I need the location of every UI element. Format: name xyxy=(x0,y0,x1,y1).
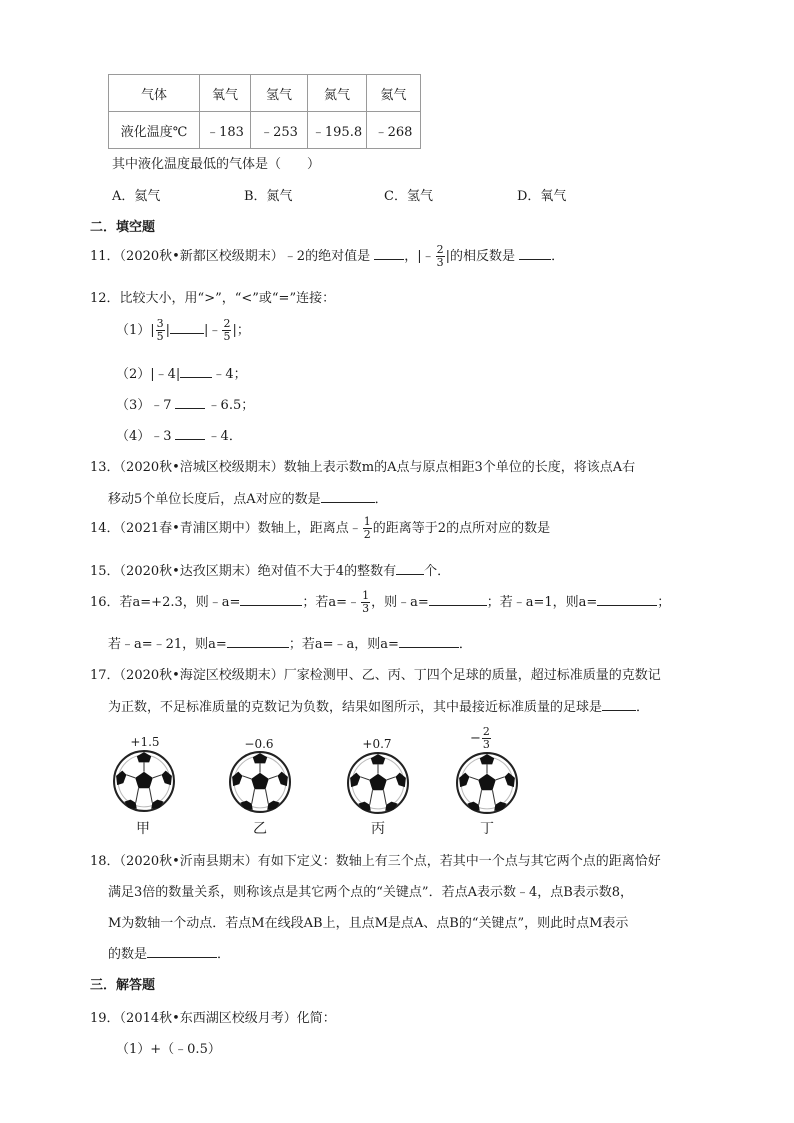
q12-part-2 xyxy=(116,363,247,382)
q12-p1-text: （1）| xyxy=(116,323,155,338)
ball-label-jia: +1.5 xyxy=(130,735,160,749)
q12-part-4 xyxy=(116,425,242,444)
q15-text: 个． xyxy=(424,564,451,579)
q12-p1-text: |； xyxy=(232,323,250,338)
ball-label-yi: −0.6 xyxy=(244,737,274,751)
q16-text: ； xyxy=(657,595,671,610)
table-cell: 氦气 xyxy=(367,75,421,112)
q13-text: 移动5个单位长度后，点A对应的数是 xyxy=(108,492,321,507)
q13-line-1: 13．（2020秋•涪城区校级期末）数轴上表示数m的A点与原点相距3个单位的长度，将该点A右 xyxy=(90,460,636,475)
fraction xyxy=(363,516,372,541)
answer-blank[interactable] xyxy=(175,427,205,440)
q17-text: ． xyxy=(636,700,650,715)
soccer-ball-icon xyxy=(229,751,291,813)
table-row xyxy=(109,75,421,112)
ball-name-yi: 乙 xyxy=(253,821,267,837)
q11-text-b: ，| xyxy=(404,249,422,264)
fraction-denominator: 3 xyxy=(362,602,370,615)
q11-text-c: |的相反数是 xyxy=(445,249,516,264)
answer-blank[interactable] xyxy=(597,593,657,606)
q11-text-d: ． xyxy=(551,249,565,264)
soccer-ball-icon xyxy=(456,752,518,814)
table-cell: 气体 xyxy=(109,75,200,112)
q12-p3-text: ﹣6.5； xyxy=(207,398,255,413)
question-14 xyxy=(90,516,550,542)
q16-text: ；若a=﹣ xyxy=(302,595,361,610)
question-15 xyxy=(90,560,450,579)
q17-line-1: 17．（2020秋•海淀区校级期末）厂家检测甲、乙、丙、丁四个足球的质量，超过标准质量的克数记 xyxy=(90,668,661,683)
table-cell: 氢气 xyxy=(251,75,308,112)
fraction-numerator: 2 xyxy=(482,725,490,738)
table-cell: ﹣195.8 xyxy=(308,112,367,149)
fraction-numerator: 2 xyxy=(436,243,444,256)
q10-option-d: D．氧气 xyxy=(517,189,567,204)
q18-text: ． xyxy=(217,947,231,962)
answer-blank[interactable] xyxy=(147,945,217,958)
q18-line-2: 满足3倍的数量关系，则称该点是其它两个点的“关键点”．若点A表示数﹣4，点B表示数8， xyxy=(108,885,634,900)
question-11 xyxy=(90,244,564,270)
answer-blank[interactable] xyxy=(180,365,212,378)
q16-text: 16．若a=+2.3，则﹣a= xyxy=(90,595,241,610)
q13-line-2 xyxy=(108,488,388,507)
table-row xyxy=(109,112,421,149)
q15-text: 15．（2020秋•达孜区期末）绝对值不大于4的整数有 xyxy=(90,564,397,579)
fraction xyxy=(361,590,370,615)
q16-text: ． xyxy=(458,637,472,652)
answer-blank[interactable] xyxy=(240,593,302,606)
ball-name-ding: 丁 xyxy=(480,821,494,837)
ball-name-jia: 甲 xyxy=(136,821,150,837)
q16-text: ；若a=﹣a，则a= xyxy=(288,637,399,652)
q17-line-2 xyxy=(108,696,649,715)
fraction-denominator: 5 xyxy=(223,330,231,343)
q12-stem: 12．比较大小，用“>”，“<”或“=”连接： xyxy=(90,291,336,306)
answer-blank[interactable] xyxy=(170,321,204,334)
ball-label-ding xyxy=(470,726,492,751)
q19-stem: 19．（2014秋•东西湖区校级月考）化简： xyxy=(90,1011,336,1026)
section-heading-fill-in: 二．填空题 xyxy=(90,220,156,235)
ball-label-bing: +0.7 xyxy=(362,737,392,751)
fraction xyxy=(482,726,491,751)
q14-text: 的距离等于2的点所对应的数是 xyxy=(372,521,551,536)
table-cell: 液化温度℃ xyxy=(109,112,200,149)
soccer-ball-icon xyxy=(347,752,409,814)
q12-part-3 xyxy=(116,394,254,413)
q12-p1-bar: | xyxy=(165,323,171,338)
fraction-numerator: 3 xyxy=(156,317,164,330)
fraction xyxy=(436,244,445,269)
table-cell: ﹣268 xyxy=(367,112,421,149)
q12-p2-text: （2）|﹣4| xyxy=(116,367,181,382)
q12-p3-text: （3）﹣7 xyxy=(116,398,172,413)
answer-blank[interactable] xyxy=(429,593,487,606)
table-cell: 氮气 xyxy=(308,75,367,112)
q10-stem: 其中液化温度最低的气体是（ ） xyxy=(112,157,321,172)
gas-table xyxy=(108,74,421,149)
answer-blank[interactable] xyxy=(519,247,551,260)
fraction-denominator: 3 xyxy=(482,738,490,751)
q18-text: 的数是 xyxy=(108,947,148,962)
q18-line-4 xyxy=(108,943,230,962)
q14-text: 14．（2021春•青浦区期中）数轴上，距离点﹣ xyxy=(90,521,362,536)
q11-neg: ﹣ xyxy=(421,249,435,264)
q16-text: ；若﹣a=1，则a= xyxy=(486,595,598,610)
answer-blank[interactable] xyxy=(321,490,375,503)
q18-line-3: M为数轴一个动点．若点M在线段AB上，且点M是点A、点B的“关键点”，则此时点M表示 xyxy=(108,916,629,931)
answer-blank[interactable] xyxy=(175,396,205,409)
q18-line-1: 18．（2020秋•沂南县期末）有如下定义：数轴上有三个点，若其中一个点与其它两个点的距离恰好 xyxy=(90,854,661,869)
answer-blank[interactable] xyxy=(227,635,289,648)
table-cell: ﹣183 xyxy=(200,112,251,149)
q13-text: ． xyxy=(374,492,388,507)
table-cell: ﹣253 xyxy=(251,112,308,149)
answer-blank[interactable] xyxy=(602,698,636,711)
q16-line-1 xyxy=(90,590,670,616)
q16-text: 若﹣a=﹣21，则a= xyxy=(108,637,227,652)
answer-blank[interactable] xyxy=(396,562,424,575)
q10-option-b: B．氮气 xyxy=(244,189,293,204)
soccer-ball-icon xyxy=(113,750,175,812)
q16-line-2 xyxy=(108,633,472,652)
q12-p4-text: ﹣4． xyxy=(207,429,242,444)
fraction-numerator: 1 xyxy=(363,515,371,528)
q11-text-a: 11．（2020秋•新都区校级期末）﹣2的绝对值是 xyxy=(90,249,371,264)
section-heading-answer: 三．解答题 xyxy=(90,978,156,993)
fraction-numerator: 1 xyxy=(362,589,370,602)
fraction xyxy=(156,318,165,343)
answer-blank[interactable] xyxy=(374,247,404,260)
table-cell: 氧气 xyxy=(200,75,251,112)
q12-part-1 xyxy=(116,318,250,344)
q12-p2-text: ﹣4； xyxy=(212,367,247,382)
ball-label-ding-sign: − xyxy=(470,731,481,746)
q19-part-1: （1）+（﹣0.5） xyxy=(116,1042,221,1057)
fraction-denominator: 2 xyxy=(363,528,371,541)
fraction-denominator: 3 xyxy=(436,256,444,269)
q10-option-c: C．氢气 xyxy=(384,189,433,204)
q16-text: ，则﹣a= xyxy=(371,595,429,610)
q12-p4-text: （4）﹣3 xyxy=(116,429,172,444)
fraction xyxy=(222,318,231,343)
fraction-denominator: 5 xyxy=(156,330,164,343)
ball-name-bing: 丙 xyxy=(371,821,385,837)
q12-p1-text: |﹣ xyxy=(204,323,222,338)
fraction-numerator: 2 xyxy=(223,317,231,330)
q10-option-a: A．氦气 xyxy=(112,189,161,204)
answer-blank[interactable] xyxy=(399,635,459,648)
q17-text: 为正数，不足标准质量的克数记为负数，结果如图所示，其中最接近标准质量的足球是 xyxy=(108,700,603,715)
